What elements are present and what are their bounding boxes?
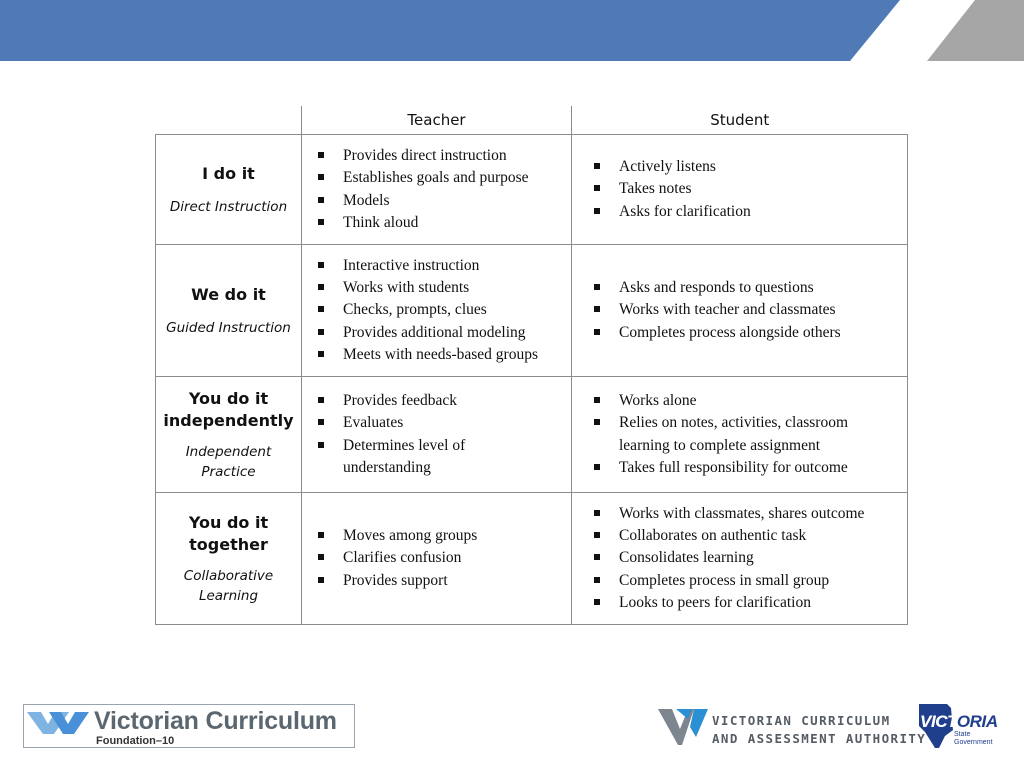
list-item: Works with classmates, shares outcome xyxy=(591,503,900,525)
list-item: Works with teacher and classmates xyxy=(591,299,900,321)
victorian-curriculum-logo xyxy=(23,704,355,748)
table-row xyxy=(156,245,908,377)
phase-title-line: You do it xyxy=(188,388,269,408)
vc-chevron-icon xyxy=(27,712,89,734)
list-item: Takes notes xyxy=(591,178,900,200)
victoria-wordmark xyxy=(920,712,998,732)
vc-logo-title: Victorian Curriculum xyxy=(94,707,337,735)
list-item: Relies on notes, activities, classroom learning to complete assignment xyxy=(591,412,900,457)
list-item: Models xyxy=(315,190,564,212)
vcaa-logo-line1: VICTORIAN CURRICULUM xyxy=(712,713,891,728)
list-item: Provides direct instruction xyxy=(315,145,564,167)
student-cell xyxy=(572,135,908,245)
header-corner xyxy=(156,106,302,135)
list-item: Works with students xyxy=(315,277,564,299)
teacher-cell xyxy=(302,135,572,245)
teacher-cell xyxy=(302,493,572,625)
table-row xyxy=(156,135,908,245)
teacher-list xyxy=(303,390,570,479)
list-item: Completes process in small group xyxy=(591,570,900,592)
teacher-cell xyxy=(302,377,572,493)
phase-approach xyxy=(160,566,297,606)
list-item: Collaborates on authentic task xyxy=(591,525,900,547)
student-list xyxy=(573,390,906,479)
phase-title xyxy=(160,388,297,432)
banner-gray-wedge xyxy=(927,0,1024,61)
phase-approach-line: Learning xyxy=(198,587,259,604)
phase-cell xyxy=(156,245,302,377)
phase-cell xyxy=(156,135,302,245)
student-list xyxy=(573,503,906,614)
phase-title xyxy=(160,512,297,556)
vcaa-logo-line2: AND ASSESSMENT AUTHORITY xyxy=(712,731,927,746)
table-row xyxy=(156,377,908,493)
list-item: Provides support xyxy=(315,570,564,592)
list-item: Checks, prompts, clues xyxy=(315,299,564,321)
list-item: Asks for clarification xyxy=(591,201,900,223)
phase-title-line: You do it xyxy=(188,512,269,532)
header-student: Student xyxy=(572,106,908,135)
teacher-cell xyxy=(302,245,572,377)
list-item: Consolidates learning xyxy=(591,547,900,569)
victoria-sub-line: State xyxy=(954,731,971,738)
teacher-list xyxy=(303,525,570,592)
table-row xyxy=(156,493,908,625)
student-list xyxy=(573,156,906,223)
list-item: Actively listens xyxy=(591,156,900,178)
phase-approach: Guided Instruction xyxy=(166,319,291,336)
teacher-list xyxy=(303,145,570,234)
list-item: Think aloud xyxy=(315,212,564,234)
student-cell xyxy=(572,493,908,625)
phase-title-line: together xyxy=(189,534,268,554)
phase-approach-line: Collaborative xyxy=(183,567,274,584)
student-list xyxy=(573,277,906,344)
list-item: Provides feedback xyxy=(315,390,564,412)
top-banner xyxy=(0,0,1024,61)
list-item: Interactive instruction xyxy=(315,255,564,277)
list-item: Evaluates xyxy=(315,412,564,434)
list-item: Clarifies confusion xyxy=(315,547,564,569)
table-header-row xyxy=(156,106,908,135)
phase-title-line: independently xyxy=(163,410,294,430)
victoria-sub-line: Government xyxy=(954,739,993,746)
banner-blue-bar xyxy=(0,0,900,61)
header-teacher: Teacher xyxy=(302,106,572,135)
vc-logo-subtitle: Foundation–10 xyxy=(96,735,175,747)
phase-approach: Independent Practice xyxy=(185,443,272,480)
teacher-list xyxy=(303,255,570,366)
phase-approach: Direct Instruction xyxy=(169,198,288,215)
student-cell xyxy=(572,245,908,377)
victoria-word: VICTORIA xyxy=(920,712,998,731)
list-item: Takes full responsibility for outcome xyxy=(591,457,900,479)
banner-graphic xyxy=(0,0,1024,61)
vcaa-v-icon xyxy=(658,705,708,747)
list-item: Looks to peers for clarification xyxy=(591,592,900,614)
list-item: Completes process alongside others xyxy=(591,322,900,344)
list-item: Establishes goals and purpose xyxy=(315,167,564,189)
phase-cell xyxy=(156,493,302,625)
vcaa-logo xyxy=(658,703,927,749)
phase-title: I do it xyxy=(202,163,255,183)
list-item: Provides additional modeling xyxy=(315,322,564,344)
list-item: Determines level of understanding xyxy=(315,435,564,480)
victoria-subtitle xyxy=(954,731,998,747)
phase-cell xyxy=(156,377,302,493)
gradual-release-table xyxy=(155,106,908,625)
list-item: Meets with needs-based groups xyxy=(315,344,564,366)
list-item: Works alone xyxy=(591,390,900,412)
list-item: Asks and responds to questions xyxy=(591,277,900,299)
student-cell xyxy=(572,377,908,493)
list-item: Moves among groups xyxy=(315,525,564,547)
victoria-state-government-logo xyxy=(917,702,1003,750)
phase-title: We do it xyxy=(191,284,266,304)
